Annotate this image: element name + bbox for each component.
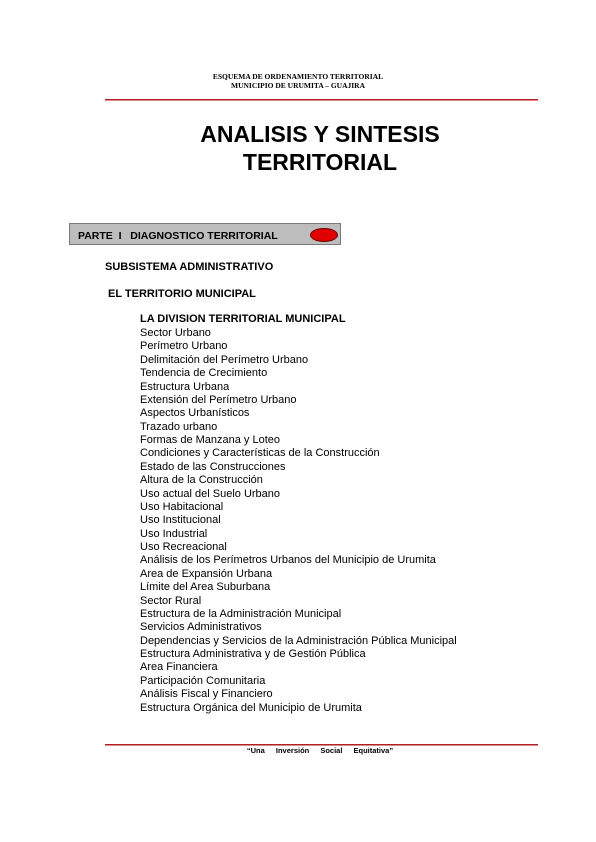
list-item: Trazado urbano [140,420,218,433]
list-item: Altura de la Construcción [140,474,263,487]
list-item: Uso Industrial [140,527,208,540]
list-item: Análisis Fiscal y Financiero [140,688,273,701]
list-item: Delimitación del Perímetro Urbano [140,353,309,366]
list-item: Estado de las Construcciones [140,460,286,473]
parte-label: PARTE I DIAGNOSTICO TERRITORIAL [78,230,278,242]
list-item: Area de Expansión Urbana [140,567,273,580]
header-line-2: MUNICIPIO DE URUMITA – GUAJIRA [230,81,366,90]
footer-slogan: “Una Inversión Social Equitativa” [246,746,394,755]
list-item: Sector Urbano [140,327,211,339]
title-line-1: ANALISIS Y SINTESIS [200,121,440,147]
header-line-1: ESQUEMA DE ORDENAMIENTO TERRITORIAL [212,72,384,81]
list-item: Aspectos Urbanísticos [140,407,250,420]
list-item: Dependencias y Servicios de la Administración Pública Municipal [140,634,457,647]
page-title [0,120,596,176]
list-item: Perímetro Urbano [140,340,228,353]
list-item: Participación Comunitaria [140,674,266,687]
list-item: Estructura Administrativa y de Gestión Pública [140,648,366,660]
list-item: Tendencia de Crecimiento [140,367,268,380]
list-item: Uso Institucional [140,514,221,527]
list-item: Uso actual del Suelo Urbano [140,487,281,500]
list-item: Estructura de la Administración Municipal [140,607,342,620]
list-item: Estructura Urbana [140,380,230,393]
document-header [0,72,596,90]
topic-list [140,327,457,715]
footer-rule [105,744,538,745]
title-line-2: TERRITORIAL [242,149,398,175]
list-item: Condiciones y Características de la Construcción [140,447,380,460]
list-item: Formas de Manzana y Loteo [140,434,281,446]
list-item: Sector Rural [140,594,202,607]
territory-heading: EL TERRITORIO MUNICIPAL [108,288,256,300]
subsystem-heading: SUBSISTEMA ADMINISTRATIVO [105,261,274,273]
list-item: Area Financiera [140,661,218,674]
list-item: Extensión del Perímetro Urbano [140,393,297,406]
list-item: Uso Habitacional [140,500,224,513]
list-item: Estructura Orgánica del Municipio de Urumita [140,701,362,714]
list-item: Servicios Administrativos [140,621,262,634]
list-item: Análisis de los Perímetros Urbanos del Municipio de Urumita [140,554,436,567]
list-item: Límite del Area Suburbana [140,581,271,594]
list-item: Uso Recreacional [140,541,227,553]
red-oval-icon [310,228,338,242]
section-title: LA DIVISION TERRITORIAL MUNICIPAL [140,313,346,325]
header-rule [105,99,538,100]
parte-banner [69,223,341,245]
